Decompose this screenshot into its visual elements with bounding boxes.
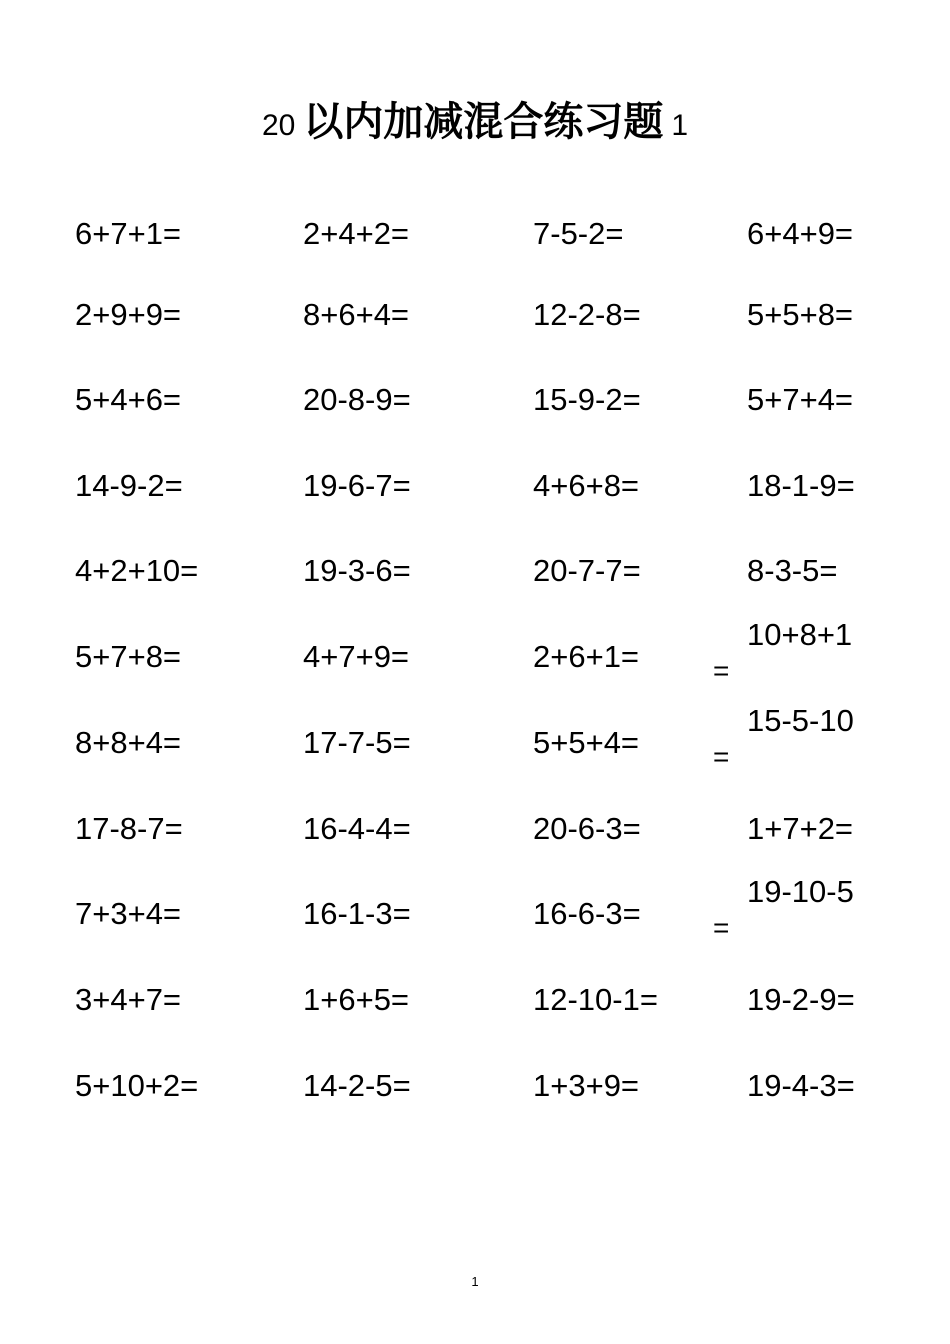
exercise-row xyxy=(0,360,950,446)
exercise-expression: 12-2-8= xyxy=(533,297,641,332)
exercise-row xyxy=(0,703,950,789)
exercise-expression: 19-3-6= xyxy=(303,553,411,588)
exercise-expression: 5+7+8= xyxy=(75,639,182,674)
exercise-expression: 5+7+4= xyxy=(747,382,854,417)
exercise-expression: 17-7-5= xyxy=(303,725,411,760)
exercise-expression: 6+7+1= xyxy=(75,216,182,251)
exercise-expression: 14-2-5= xyxy=(303,1068,411,1103)
exercise-expression: 8+6+4= xyxy=(303,297,410,332)
exercise-row xyxy=(0,617,950,703)
exercise-expression: 20-6-3= xyxy=(533,811,641,846)
exercise-expression: 16-6-3= xyxy=(533,896,641,931)
page-number: 1 xyxy=(471,1274,479,1289)
exercise-expression: 19-2-9= xyxy=(747,982,855,1017)
exercise-expression: 7+3+4= xyxy=(75,896,182,931)
exercise-expression: 10+8+1 xyxy=(747,617,853,652)
exercise-expression: 6+4+9= xyxy=(747,216,854,251)
wrapped-equals: = xyxy=(713,912,730,943)
wrapped-equals: = xyxy=(713,741,730,772)
exercise-expression: 16-1-3= xyxy=(303,896,411,931)
exercise-expression: 5+5+8= xyxy=(747,297,854,332)
exercise-expression: 3+4+7= xyxy=(75,982,182,1017)
exercise-expression: 15-5-10 xyxy=(747,703,854,738)
wrapped-equals: = xyxy=(713,655,730,686)
exercise-expression: 19-6-7= xyxy=(303,468,411,503)
title-main: 以内加减混合练习题 xyxy=(303,99,664,145)
exercise-expression: 8-3-5= xyxy=(747,553,838,588)
exercise-expression: 12-10-1= xyxy=(533,982,658,1017)
exercise-expression: 2+6+1= xyxy=(533,639,640,674)
exercise-row xyxy=(0,874,950,960)
exercise-expression: 4+7+9= xyxy=(303,639,410,674)
exercise-expression: 2+4+2= xyxy=(303,216,410,251)
exercise-expression: 8+8+4= xyxy=(75,725,182,760)
exercise-expression: 7-5-2= xyxy=(533,216,624,251)
exercise-expression: 20-7-7= xyxy=(533,553,641,588)
exercise-expression: 18-1-9= xyxy=(747,468,855,503)
exercise-expression: 19-10-5 xyxy=(747,874,854,909)
exercise-expression: 20-8-9= xyxy=(303,382,411,417)
exercise-expression: 17-8-7= xyxy=(75,811,183,846)
exercise-expression: 15-9-2= xyxy=(533,382,641,417)
exercise-row xyxy=(0,446,950,532)
exercise-row xyxy=(0,194,950,280)
exercise-row xyxy=(0,1046,950,1132)
exercise-expression: 5+4+6= xyxy=(75,382,182,417)
exercise-row xyxy=(0,789,950,875)
exercise-expression: 5+10+2= xyxy=(75,1068,199,1103)
exercise-expression: 4+6+8= xyxy=(533,468,640,503)
exercise-row xyxy=(0,275,950,361)
title-prefix: 20 xyxy=(261,109,296,142)
exercise-expression: 16-4-4= xyxy=(303,811,411,846)
exercise-expression: 14-9-2= xyxy=(75,468,183,503)
exercise-expression: 1+7+2= xyxy=(747,811,854,846)
exercise-row xyxy=(0,531,950,617)
exercise-expression: 19-4-3= xyxy=(747,1068,855,1103)
exercise-expression: 2+9+9= xyxy=(75,297,182,332)
exercise-expression: 4+2+10= xyxy=(75,553,199,588)
title-suffix: 1 xyxy=(671,109,689,142)
exercise-expression: 1+3+9= xyxy=(533,1068,640,1103)
exercise-expression: 5+5+4= xyxy=(533,725,640,760)
exercise-row xyxy=(0,960,950,1046)
exercise-expression: 1+6+5= xyxy=(303,982,410,1017)
